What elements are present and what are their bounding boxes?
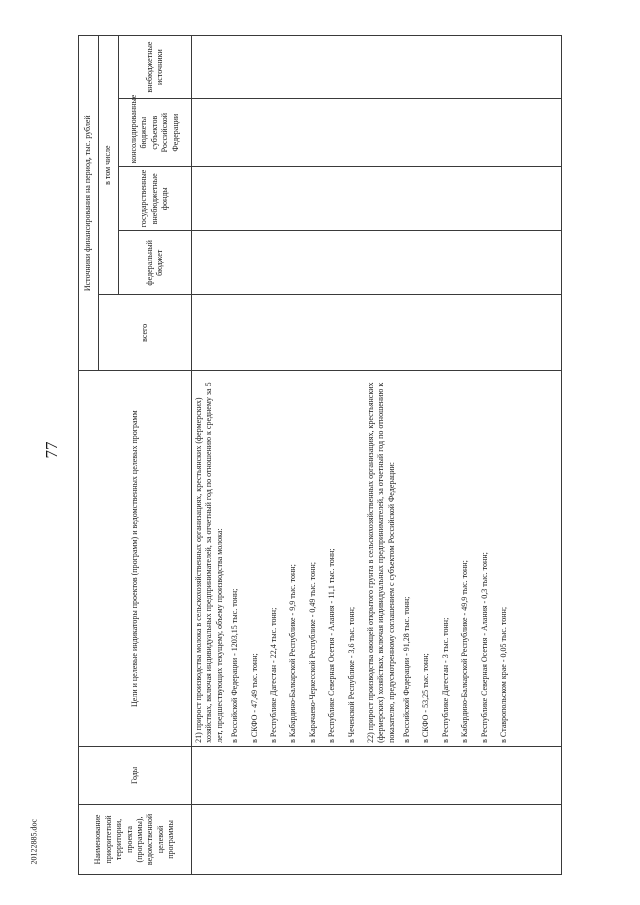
header-years: Годы xyxy=(79,746,192,804)
item-22-line: в Ставропольском крае - 0,05 тыс. тонн; xyxy=(499,606,509,743)
program-table xyxy=(78,35,562,875)
page-number: 77 xyxy=(42,441,61,459)
item-21-line: в Кабардино-Балкарской Республике - 9,9 тыс. тонн; xyxy=(288,564,298,743)
header-financing: Источники финансирования на период, тыс. рублей xyxy=(79,36,99,371)
header-total: всего xyxy=(98,295,191,371)
cell-goals xyxy=(192,371,562,746)
item-21-line: в Республике Северная Осетия - Алания - 11,1 тыс. тонн; xyxy=(327,548,337,743)
header-federal: федеральный бюджет xyxy=(118,231,191,295)
item-21-line: в Карачаево-Черкесской Республике - 0,49 тыс. тонн; xyxy=(307,562,317,743)
table-container xyxy=(78,35,562,875)
item-21-line: в СКФО - 47,49 тыс. тонн; xyxy=(249,653,259,743)
item-22-text: 22) прирост производства овощей открытого грунта в сельскохозяйственных организациях, крестьянских (фермерских) хозяйствах, включая индивидуальных предпринимателей, за отчетный год по отношению к показателю, предусмотренному соглашением с субъектом Российской Федерации: xyxy=(365,382,396,743)
item-21-line: в Чеченской Республике - 3,6 тыс. тонн; xyxy=(346,606,356,743)
header-extrabudget: внебюджетные источники xyxy=(118,36,191,99)
item-21-line: в Российской Федерации - 1203,15 тыс. тонн; xyxy=(230,588,240,743)
header-including: в том числе xyxy=(98,36,118,295)
item-22-line: в СКФО - 53,25 тыс. тонн; xyxy=(421,653,431,743)
item-22-line: в Республике Дагестан - 3 тыс. тонн; xyxy=(440,617,450,743)
cell-extrabudget xyxy=(192,36,562,99)
item-21-text: 21) прирост производства молока в сельскохозяйственных организациях, крестьянских (фермерских) хозяйствах, включая индивидуальных предпринимателей, за отчетный год по отношению к среднему за 5 лет, предшествующих текущему, объему производства молока: xyxy=(194,382,224,743)
cell-consolidated xyxy=(192,99,562,167)
cell-state-funds xyxy=(192,167,562,231)
item-22-line: в Российской Федерации - 91,28 тыс. тонн; xyxy=(402,596,412,743)
cell-years xyxy=(192,746,562,804)
cell-federal xyxy=(192,231,562,295)
cell-name xyxy=(192,804,562,874)
cell-total xyxy=(192,295,562,371)
header-goals: Цели и целевые индикаторы проектов (программ) и ведомственных целевых программ xyxy=(79,371,192,746)
header-state-funds: государственные внебюджетные фонды xyxy=(118,167,191,231)
footer-filename: 20122885.doc xyxy=(29,818,39,865)
item-22-line: в Республике Северная Осетия - Алания - 0,3 тыс. тонн; xyxy=(479,552,489,743)
header-name: Наименование приоритетной территории, проекта (программы), ведомственной целевой программы xyxy=(79,804,192,874)
item-21-line: в Республике Дагестан - 22,4 тыс. тонн; xyxy=(268,607,278,743)
header-consolidated: консолидированные бюджеты субъектов Российской Федерации xyxy=(118,99,191,167)
body-row xyxy=(192,36,562,875)
item-22-line: в Кабардино-Балкарской Республике - 49,9 тыс. тонн; xyxy=(460,560,470,743)
header-row-1 xyxy=(79,36,99,875)
